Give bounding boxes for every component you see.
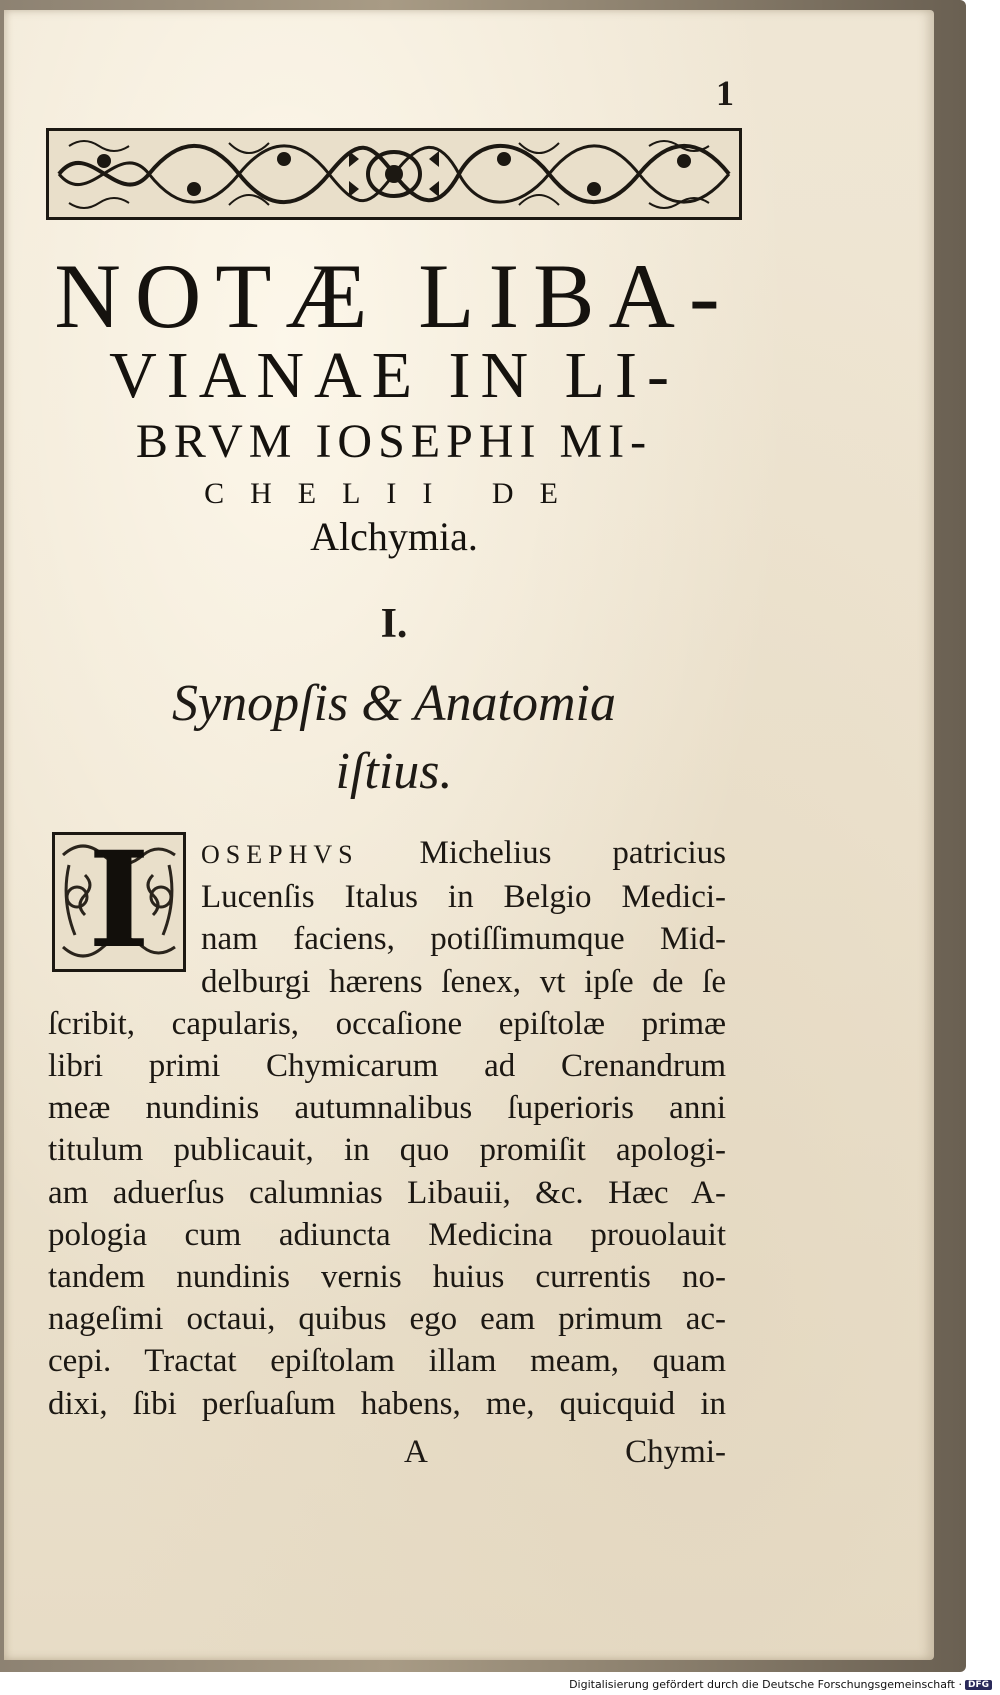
body-line: delburgi hærens ſenex, vt ipſe de ſe — [201, 963, 726, 1000]
title-line-4: CHELII DE — [204, 477, 584, 510]
catchword: Chymi- — [625, 1434, 726, 1470]
first-word-smallcaps: OSEPHVS — [201, 840, 359, 869]
body-line: nageſimi octaui, quibus ego eam primum ac- — [48, 1301, 726, 1338]
title-line-1: NOTÆ LIBA- — [54, 245, 734, 347]
body-line: am aduerſus calumnias Libauii, &c. Hæc A- — [48, 1174, 726, 1211]
body-line: ſcribit, capularis, occaſione epiſtolæ primæ — [48, 1005, 726, 1042]
title-line-3: BRVM IOSEPHI MI- — [135, 415, 653, 468]
body-line: tandem nundinis vernis huius currentis no- — [48, 1259, 726, 1296]
subtitle-line-2: iſtius. — [335, 743, 453, 800]
body-line: libri primi Chymicarum ad Crenandrum — [48, 1048, 726, 1085]
body-line: cepi. Tractat epiſtolam illam meam, quam — [48, 1343, 726, 1380]
title-line-5: Alchymia. — [310, 514, 478, 559]
title-line-2: VIANAE IN LI- — [109, 339, 679, 412]
dfg-logo-icon: DFG — [965, 1680, 992, 1690]
first-line-rest: Michelius patricius — [358, 835, 726, 871]
body-line: dixi, ſibi perſuaſum habens, me, quicquid in — [48, 1385, 726, 1422]
ornamental-headpiece — [46, 128, 742, 220]
page-number: 1 — [716, 73, 734, 113]
digitization-credit — [569, 1678, 992, 1691]
book-page — [4, 10, 934, 1660]
body-line: meæ nundinis autumnalibus ſuperioris anni — [48, 1090, 726, 1127]
signature-mark: A — [404, 1434, 428, 1470]
body-line: nam faciens, potiſſimumque Mid- — [201, 921, 726, 958]
decorated-initial — [52, 832, 186, 972]
headpiece-ornament-icon — [49, 131, 739, 217]
initial-letter: I — [88, 832, 150, 972]
subtitle-line-1: Synopſis & Anatomia — [172, 675, 616, 732]
credit-text: Digitalisierung gefördert durch die Deutsche Forschungsgemeinschaft · — [569, 1678, 962, 1691]
body-line: Lucenſis Italus in Belgio Medici- — [201, 879, 726, 916]
catchline — [48, 1434, 726, 1474]
chapter-number: I. — [380, 601, 408, 647]
body-line: pologia cum adiuncta Medicina prouolauit — [48, 1216, 726, 1253]
body-line: titulum publicauit, in quo promiſit apologi- — [48, 1132, 726, 1169]
